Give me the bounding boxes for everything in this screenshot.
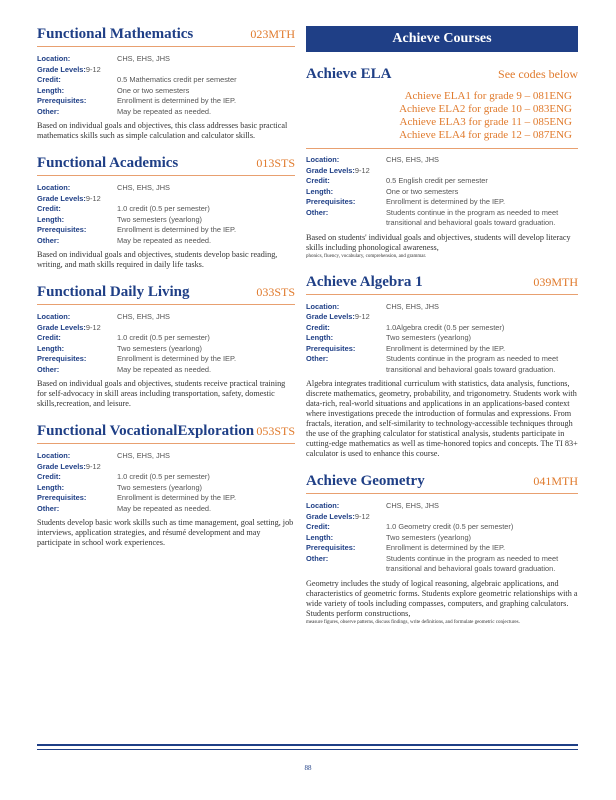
grade-levels-value: 9-12 xyxy=(354,312,370,321)
course-meta xyxy=(306,302,578,376)
course-title: Achieve Algebra 1 xyxy=(306,273,423,290)
footer-rule-thin xyxy=(37,749,578,750)
prerequisites-label: Prerequisites: xyxy=(306,197,356,206)
grade-levels-value: 9-12 xyxy=(85,322,101,332)
course-meta xyxy=(37,312,295,375)
course-functional-vocational-exploration xyxy=(37,423,295,548)
course-title: Functional Academics xyxy=(37,155,179,171)
prerequisites-value: Enrollment is determined by the IEP. xyxy=(386,543,505,552)
course-achieve-geometry xyxy=(306,473,578,626)
course-title: Functional VocationalExploration xyxy=(37,423,255,439)
other-value: May be repeated as needed. xyxy=(117,503,212,513)
prerequisites-value: Enrollment is determined by the IEP. xyxy=(386,343,505,353)
ela-code-item: Achieve ELA2 for grade 10 – 083ENG xyxy=(399,103,572,115)
grade-levels-value: 9-12 xyxy=(85,64,101,74)
length-value: Two semesters (yearlong) xyxy=(386,532,472,542)
footer-rule-thick xyxy=(37,744,578,746)
left-column xyxy=(37,26,295,562)
other-label: Other: xyxy=(306,354,329,363)
other-label: Other: xyxy=(37,364,60,374)
grade-levels-label: Grade Levels: xyxy=(306,511,355,521)
footer-rule xyxy=(37,744,578,750)
ela-code-item: Achieve ELA3 for grade 11 – 085ENG xyxy=(399,116,572,128)
description-text: Based on students' individual goals and objectives, students will develop literacy skills including phonological awareness, xyxy=(306,232,571,252)
credit-value: 1.0 credit (0.5 per semester) xyxy=(117,204,210,213)
course-title: Achieve Geometry xyxy=(306,473,425,489)
credit-label: Credit: xyxy=(37,333,61,342)
ela-code-list xyxy=(306,90,572,142)
location-label: Location: xyxy=(37,451,71,460)
credit-label: Credit: xyxy=(306,176,330,185)
course-achieve-ela xyxy=(306,66,578,260)
other-label: Other: xyxy=(37,106,60,116)
prerequisites-label: Prerequisites: xyxy=(37,225,87,234)
credit-value: 0.5 English credit per semester xyxy=(386,176,488,185)
course-code: 039MTH xyxy=(533,274,578,289)
course-functional-mathematics xyxy=(37,26,295,141)
prerequisites-value: Enrollment is determined by the IEP. xyxy=(117,96,236,105)
ela-code-item: Achieve ELA4 for grade 12 – 087ENG xyxy=(399,129,572,141)
course-header xyxy=(306,66,578,86)
prerequisites-label: Prerequisites: xyxy=(37,96,87,105)
length-label: Length: xyxy=(37,85,65,95)
other-value: Students continue in the program as needed to meet transitional and behavioral goals toward graduation. xyxy=(386,207,559,227)
course-meta xyxy=(37,183,295,246)
length-value: One or two semesters xyxy=(117,85,190,95)
credit-label: Credit: xyxy=(37,204,61,213)
course-code: 033STS xyxy=(256,285,295,299)
length-label: Length: xyxy=(37,482,65,492)
credit-value: 1.0Algebra credit (0.5 per semester) xyxy=(386,322,505,332)
course-header xyxy=(306,274,578,295)
location-value: CHS, EHS, JHS xyxy=(117,54,170,63)
length-label: Length: xyxy=(306,186,334,196)
other-label: Other: xyxy=(306,207,329,217)
course-description: Students develop basic work skills such as time management, goal setting, job interviews, application strategies, and résumé development and may participate in school work experiences. xyxy=(37,518,294,547)
course-header xyxy=(306,473,578,494)
prerequisites-value: Enrollment is determined by the IEP. xyxy=(386,197,505,206)
length-value: Two semesters (yearlong) xyxy=(386,333,472,342)
credit-value: 1.0 Geometry credit (0.5 per semester) xyxy=(386,522,514,531)
other-value: Students continue in the program as needed to meet transitional and behavioral goals toward graduation. xyxy=(386,354,559,374)
course-code: 041MTH xyxy=(533,474,578,488)
length-value: One or two semesters xyxy=(386,186,459,196)
divider xyxy=(306,148,578,149)
course-functional-academics xyxy=(37,155,295,270)
location-label: Location: xyxy=(37,183,71,192)
course-description: Based on individual goals and objectives, students develop basic reading, writing, and math skills required in daily life tasks. xyxy=(37,250,278,269)
right-column xyxy=(306,26,578,640)
location-value: CHS, EHS, JHS xyxy=(386,501,439,510)
other-label: Other: xyxy=(37,235,60,245)
grade-levels-value: 9-12 xyxy=(354,511,370,521)
course-header xyxy=(37,26,295,47)
location-value: CHS, EHS, JHS xyxy=(386,301,439,311)
location-value: CHS, EHS, JHS xyxy=(117,183,170,192)
length-label: Length: xyxy=(306,532,334,542)
achieve-courses-banner: Achieve Courses xyxy=(306,26,578,52)
grade-levels-label: Grade Levels: xyxy=(37,193,86,203)
credit-label: Credit: xyxy=(37,472,61,481)
course-title: Functional Mathematics xyxy=(37,26,194,42)
other-label: Other: xyxy=(37,503,60,513)
grade-levels-label: Grade Levels: xyxy=(306,165,355,175)
prerequisites-value: Enrollment is determined by the IEP. xyxy=(117,493,236,502)
prerequisites-label: Prerequisites: xyxy=(306,543,356,552)
course-meta xyxy=(306,155,578,229)
course-meta xyxy=(37,54,295,117)
grade-levels-label: Grade Levels: xyxy=(306,312,355,321)
description-fine-print: measure figures, observe patterns, discuss findings, write definitions, and formulate geometric conjectures. xyxy=(306,619,520,625)
length-label: Length: xyxy=(37,214,65,224)
course-functional-daily-living xyxy=(37,284,295,409)
course-description xyxy=(306,579,578,626)
other-value: May be repeated as needed. xyxy=(117,364,212,374)
page-number: 88 xyxy=(304,764,312,772)
prerequisites-label: Prerequisites: xyxy=(37,354,87,363)
course-code: 013STS xyxy=(256,156,295,170)
course-header xyxy=(37,155,295,176)
course-description: Based on individual goals and objectives, students receive practical training for self-advocacy in skill areas including transportation, safety, domestic skills,recreation, and leisure. xyxy=(37,379,286,408)
description-fine-print: phonics, fluency, vocabulary, comprehension, and grammar. xyxy=(306,253,427,259)
ela-code-item: Achieve ELA1 for grade 9 – 081ENG xyxy=(404,90,572,102)
course-code: 023MTH xyxy=(250,27,295,41)
grade-levels-label: Grade Levels: xyxy=(37,322,86,332)
location-label: Location: xyxy=(37,54,71,63)
length-value: Two semesters (yearlong) xyxy=(117,343,203,353)
description-text: Geometry includes the study of logical reasoning, algebraic applications, and characteristics of geometric forms. Students explore geometric relationships with a wide variety of tools including compasses, computers, and graphing calculators. Students perform constructions, xyxy=(306,578,578,618)
course-meta xyxy=(306,501,578,575)
prerequisites-label: Prerequisites: xyxy=(37,493,87,502)
credit-label: Credit: xyxy=(306,522,330,531)
other-label: Other: xyxy=(306,553,329,563)
credit-value: 1.0 credit (0.5 per semester) xyxy=(117,333,210,342)
credit-value: 1.0 credit (0.5 per semester) xyxy=(117,472,210,481)
course-description: Based on individual goals and objectives, this class addresses basic practical mathematics skills such as simple calculation and calculator skills. xyxy=(37,121,288,140)
location-label: Location: xyxy=(306,501,340,510)
credit-value: 0.5 Mathematics credit per semester xyxy=(117,75,237,84)
prerequisites-value: Enrollment is determined by the IEP. xyxy=(117,354,236,363)
course-meta xyxy=(37,451,295,514)
course-description: Algebra integrates traditional curriculum with statistics, data analysis, functions, discrete mathematics, geometry, probability, and trigonometry. Students work with data-rich, real-world situations and applications in an applications-based context where investigations precede the introduction of formulas and expressions. From fractals, iteration, and self-similarity to technology-accessible techniques through the use of the graphing calculator for statistical analysis, students participate in cutting-edge mathematics as well as time-honored topics and concepts. The TI 83+ calculator is used to enhance this course. xyxy=(306,379,578,458)
grade-levels-label: Grade Levels: xyxy=(37,64,86,74)
location-label: Location: xyxy=(306,155,340,164)
course-header xyxy=(37,423,295,444)
location-value: CHS, EHS, JHS xyxy=(386,155,439,164)
course-description xyxy=(306,233,578,260)
length-label: Length: xyxy=(306,333,334,342)
location-value: CHS, EHS, JHS xyxy=(117,451,170,460)
other-value: Students continue in the program as needed to meet transitional and behavioral goals toward graduation. xyxy=(386,553,559,573)
credit-label: Credit: xyxy=(306,322,330,332)
prerequisites-label: Prerequisites: xyxy=(306,343,356,353)
grade-levels-value: 9-12 xyxy=(85,193,101,203)
course-achieve-algebra-1 xyxy=(306,274,578,460)
course-code: 053STS xyxy=(256,424,295,438)
course-title: Functional Daily Living xyxy=(37,284,190,300)
other-value: May be repeated as needed. xyxy=(117,235,212,245)
location-label: Location: xyxy=(37,312,71,321)
length-value: Two semesters (yearlong) xyxy=(117,482,203,492)
credit-label: Credit: xyxy=(37,75,61,84)
length-value: Two semesters (yearlong) xyxy=(117,214,203,224)
grade-levels-value: 9-12 xyxy=(354,165,370,175)
location-label: Location: xyxy=(306,301,340,311)
prerequisites-value: Enrollment is determined by the IEP. xyxy=(117,225,236,234)
location-value: CHS, EHS, JHS xyxy=(117,312,170,321)
length-label: Length: xyxy=(37,343,65,353)
codes-note: See codes below xyxy=(498,67,578,81)
course-header xyxy=(37,284,295,305)
course-title: Achieve ELA xyxy=(306,66,392,82)
grade-levels-label: Grade Levels: xyxy=(37,461,86,471)
other-value: May be repeated as needed. xyxy=(117,106,212,116)
grade-levels-value: 9-12 xyxy=(85,461,101,471)
